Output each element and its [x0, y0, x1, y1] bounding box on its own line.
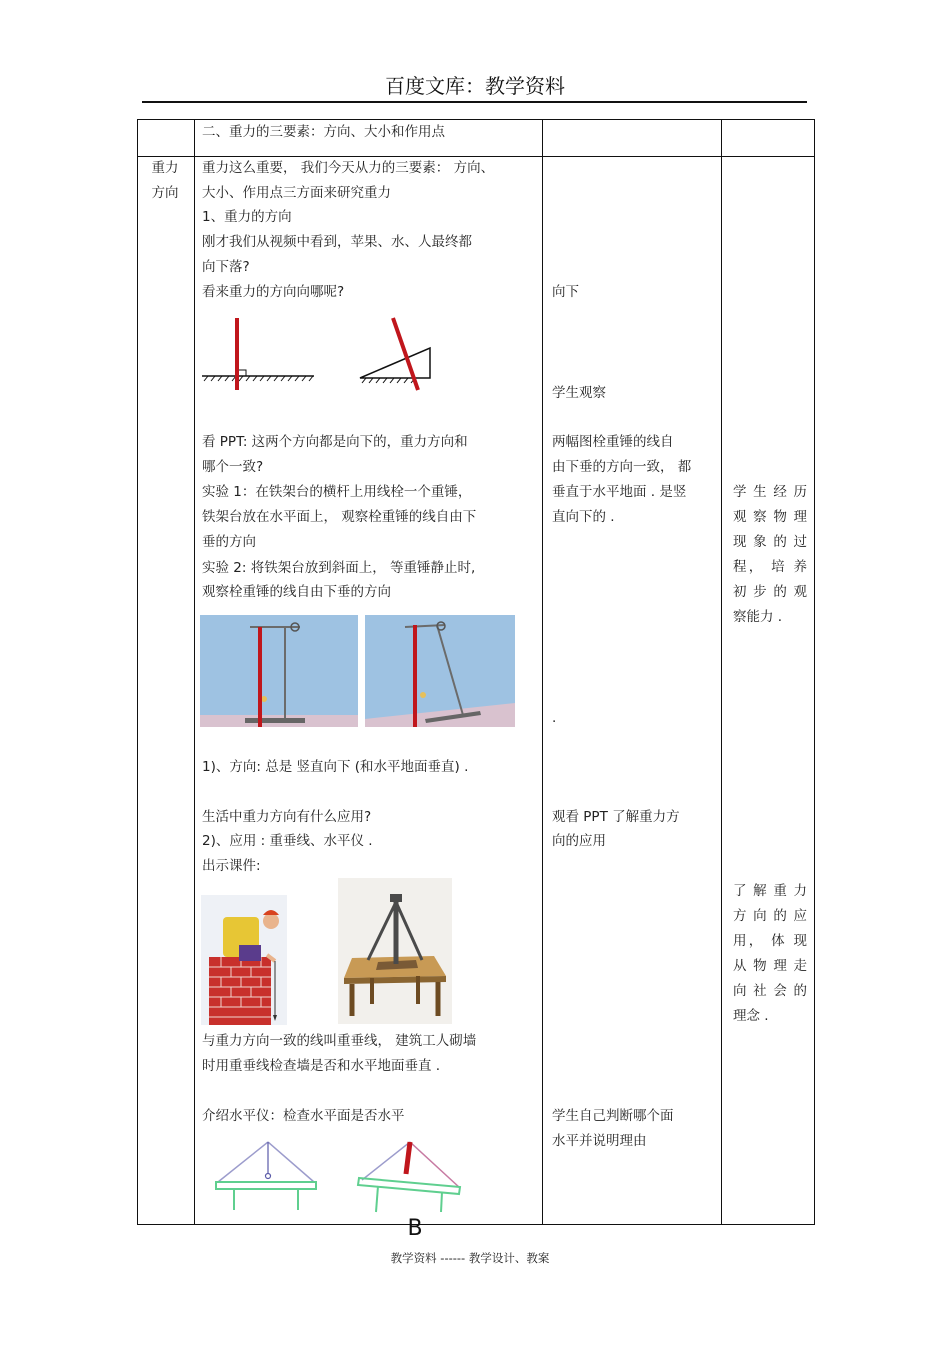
student-watch-ppt-line-1: 观看 PPT 了解重力方 — [552, 809, 680, 825]
application-answer: 2)、应用 : 重垂线、水平仪 . — [202, 833, 373, 849]
show-courseware: 出示课件: — [202, 858, 261, 874]
intent-1-line-4: 程， 培 养 — [733, 559, 807, 575]
intent-2-line-2: 方 向 的 应 — [733, 908, 807, 924]
table-divider-1 — [194, 119, 195, 1225]
ppt-question-line-2: 哪个一致? — [202, 459, 264, 475]
intent-1-line-5: 初 步 的 观 — [733, 584, 807, 600]
intent-1-line-1: 学 生 经 历 — [733, 484, 807, 500]
row-top-content: 二、重力的三要素：方向、大小和作用点 — [202, 124, 445, 140]
intent-2-line-5: 向 社 会 的 — [733, 983, 807, 999]
experiment-2-line-1: 实验 2: 将铁架台放到斜面上， 等重锤静止时, — [202, 560, 476, 576]
intro-line-2: 大小、作用点三方面来研究重力 — [202, 185, 391, 201]
student-conclusion-line-2: 由下垂的方向一致， 都 — [552, 459, 692, 475]
table-divider-3 — [721, 119, 722, 1225]
experiment-1-line-2: 铁架台放在水平面上， 观察栓重锤的线自由下 — [202, 509, 477, 525]
student-answer-down: 向下 — [552, 284, 579, 300]
intent-2-line-6: 理念 . — [733, 1008, 769, 1024]
experiment-2-line-2: 观察栓重锤的线自由下垂的方向 — [202, 584, 391, 600]
intent-1-line-6: 察能力 . — [733, 609, 783, 625]
plumb-line-desc-line-2: 时用重垂线检查墙是否和水平地面垂直 . — [202, 1058, 441, 1074]
application-question: 生活中重力方向有什么应用? — [202, 809, 372, 825]
page-letter: B — [407, 1216, 423, 1241]
question-1-line-1: 刚才我们从视频中看到，苹果、水、人最终都 — [202, 234, 472, 250]
horizontal-ground-figure — [202, 318, 314, 390]
plumb-line-desc-line-1: 与重力方向一致的线叫重垂线， 建筑工人砌墙 — [202, 1033, 477, 1049]
bricklayer-plumb-line-photo — [201, 895, 287, 1025]
table-border-right — [814, 119, 815, 1225]
intent-1-line-3: 现 象 的 过 — [733, 534, 807, 550]
level-intro: 介绍水平仪：检查水平面是否水平 — [202, 1108, 405, 1124]
question-1-line-2: 向下落? — [202, 259, 250, 275]
iron-stand-incline-photo — [365, 615, 515, 727]
page-title: 百度文库：教学资料 — [385, 74, 565, 98]
gravity-direction-diagram — [200, 314, 440, 394]
section-heading: 1、重力的方向 — [202, 209, 292, 225]
intent-1-line-2: 观 察 物 理 — [733, 509, 807, 525]
student-conclusion-line-3: 垂直于水平地面 . 是竖 — [552, 484, 687, 500]
student-judge-line-2: 水平并说明理由 — [552, 1133, 647, 1149]
iron-stand-horizontal-photo — [200, 615, 358, 727]
row-label-line-1: 重力 — [151, 160, 179, 176]
incline-figure — [360, 318, 430, 390]
level-horizontal-figure — [216, 1142, 316, 1210]
table-border-left — [137, 119, 138, 1225]
experiment-1-line-1: 实验 1：在铁架台的横杆上用线栓一个重锤， — [202, 484, 472, 500]
ppt-question-line-1: 看 PPT: 这两个方向都是向下的，重力方向和 — [202, 434, 468, 450]
intent-2-line-3: 用， 体 现 — [733, 933, 807, 949]
level-tilted-figure — [358, 1142, 460, 1212]
table-divider-2 — [542, 119, 543, 1225]
level-instrument-diagram — [210, 1138, 470, 1216]
question-2: 看来重力的方向向哪呢? — [202, 284, 345, 300]
intent-2-line-4: 从 物 理 走 — [733, 958, 807, 974]
experiment-1-line-3: 垂的方向 — [202, 534, 256, 550]
student-observe: 学生观察 — [552, 385, 606, 401]
row-label-line-2: 方向 — [151, 185, 179, 201]
header-rule — [142, 101, 807, 103]
student-conclusion-line-4: 直向下的 . — [552, 509, 615, 525]
intro-line-1: 重力这么重要， 我们今天从力的三要素： 方向、 — [202, 160, 495, 176]
student-conclusion-line-1: 两幅图栓重锤的线自 — [552, 434, 674, 450]
footer-text: 教学资料 ------ 教学设计、教案 — [390, 1251, 550, 1265]
student-judge-line-1: 学生自己判断哪个面 — [552, 1108, 674, 1124]
direction-conclusion: 1)、方向: 总是 竖直向下 (和水平地面垂直) . — [202, 759, 469, 775]
intent-2-line-1: 了 解 重 力 — [733, 883, 807, 899]
student-dot: . — [552, 710, 557, 726]
student-watch-ppt-line-2: 向的应用 — [552, 833, 606, 849]
table-plumb-photo — [338, 878, 452, 1024]
